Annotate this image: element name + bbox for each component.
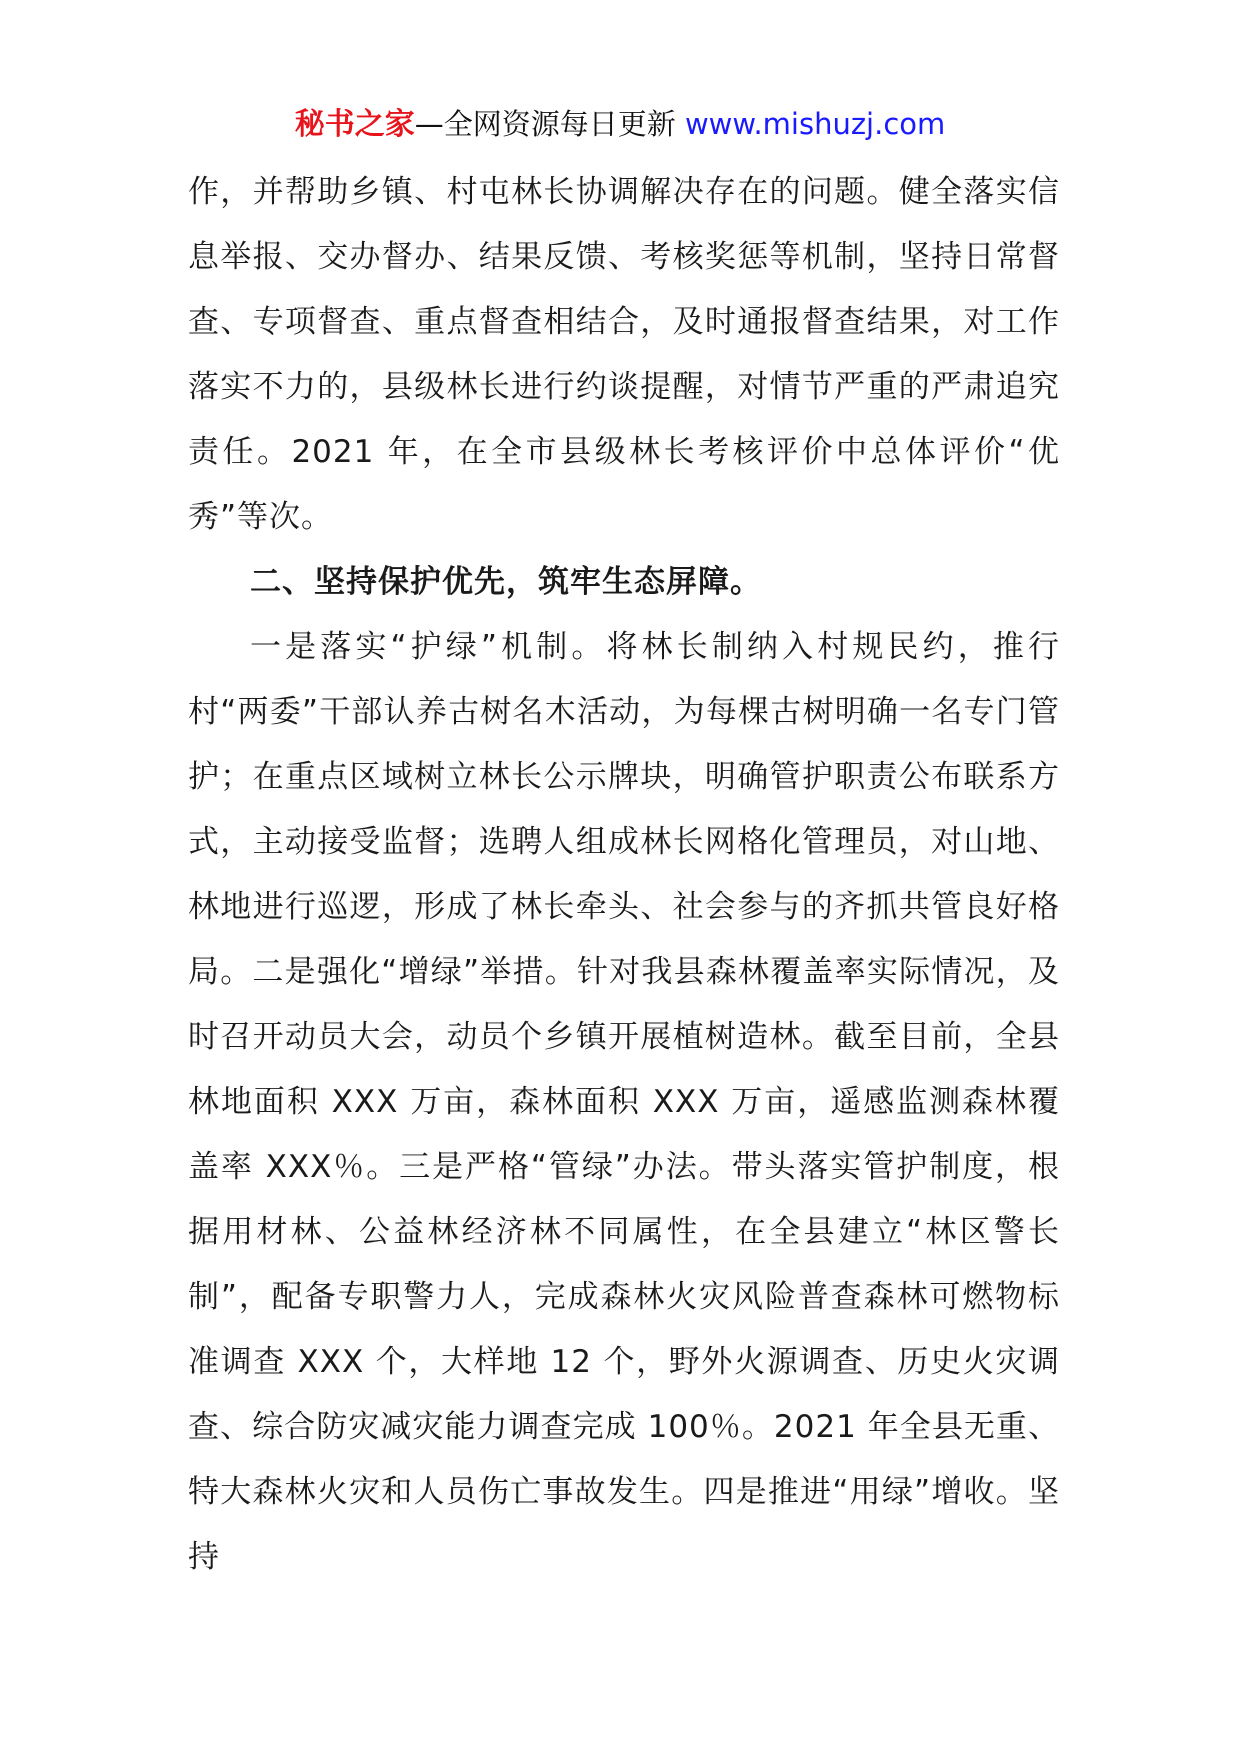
- brand-name: 秘书之家: [294, 107, 415, 142]
- banner-tagline: —全网资源每日更新: [414, 107, 676, 141]
- section-heading: 二、坚持保护优先，筑牢生态屏障。: [250, 564, 762, 600]
- paragraph-section-two: 一是落实“护绿”机制。将林长制纳入村规民约，推行村“两委”干部认养古树名木活动，为每棵古树明确一名专门管护；在重点区域树立林长公示牌块，明确管护职责公布联系方式，主动接受监督；选聘人组成林长网格化管理员，对山地、林地进行巡逻，形成了林长牵头、社会参与的齐抓共管良好格局。二是强化“增绿”举措。针对我县森林覆盖率实际情况，及时召开动员大会，动员个乡镇开展植树造林。截至目前，全县林地面积 XXX 万亩，森林面积 XXX 万亩，遥感监测森林覆盖率 XXX％。三是严格“管绿”办法。带头落实管护制度，根据用材林、公益林经济林不同属性，在全县建立“林区警长制”，配备专职警力人，完成森林火灾风险普查森林可燃物标准调查 XXX 个，大样地 12 个，野外火源调查、历史火灾调查、综合防灾减灾能力调查完成 100％。2021 年全县无重、特大森林火灾和人员伤亡事故发生。四是推进“用绿”增收。坚持: [188, 629, 1060, 1575]
- paragraph-continuation: 作，并帮助乡镇、村屯林长协调解决存在的问题。健全落实信息举报、交办督办、结果反馈、考核奖惩等机制，坚持日常督查、专项督查、重点督查相结合，及时通报督查结果，对工作落实不力的，县级林长进行约谈提醒，对情节严重的严肃追究责任。2021 年，在全市县级林长考核评价中总体评价“优秀”等次。: [188, 174, 1060, 535]
- website-link[interactable]: www.mishuzj.com: [684, 107, 946, 141]
- document-body: [188, 160, 1060, 1590]
- site-banner: [0, 104, 1240, 145]
